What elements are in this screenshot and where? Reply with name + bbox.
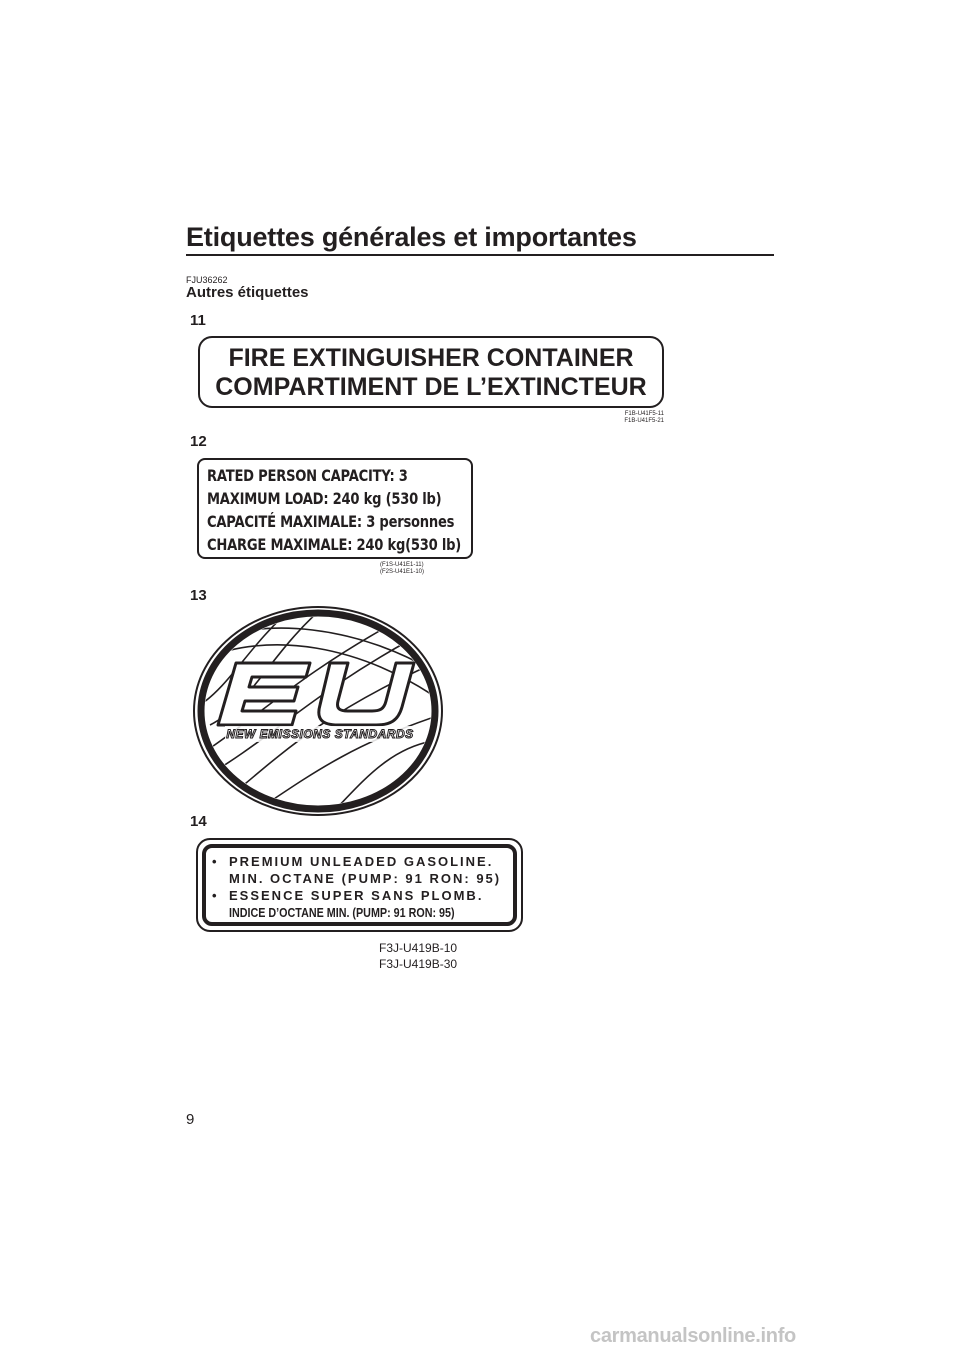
label-13-eu-emissions-logo <box>190 605 450 821</box>
logo-new-emissions-text: NEW EMISSIONS STANDARDS <box>226 727 414 741</box>
label-14-text <box>212 853 501 922</box>
page-number: 9 <box>186 1111 195 1128</box>
title-rule <box>186 254 774 256</box>
label-11-codes <box>600 411 664 425</box>
bullet-1: • <box>212 854 219 869</box>
label-12-line-1: RATED PERSON CAPACITY: 3 <box>207 466 408 485</box>
page-title: Etiquettes générales et importantes <box>186 222 637 252</box>
label-14-code-1: F3J-U419B-10 <box>379 941 458 955</box>
label-13-number: 13 <box>190 587 207 604</box>
label-11-line-1: FIRE EXTINGUISHER CONTAINER <box>228 344 634 372</box>
watermark: carmanualsonline.info <box>590 1325 796 1347</box>
section-title: Autres étiquettes <box>186 284 309 301</box>
logo-eu-text: EU <box>317 702 319 703</box>
label-12-codes <box>380 562 450 576</box>
label-11-code-2: F1B-U41F5-21 <box>624 418 664 424</box>
label-14-line-1: • PREMIUM UNLEADED GASOLINE. <box>212 854 494 869</box>
label-11-code-1: F1B-U41F5-11 <box>624 411 664 417</box>
label-12-line-3: CAPACITÉ MAXIMALE: 3 personnes <box>207 512 455 531</box>
label-14-number: 14 <box>190 813 207 830</box>
label-12-line-4: CHARGE MAXIMALE: 240 kg(530 lb) <box>207 535 462 554</box>
label-11-line-2: COMPARTIMENT DE L’EXTINCTEUR <box>215 373 647 401</box>
label-14-code-2: F3J-U419B-30 <box>379 957 458 971</box>
bullet-2: • <box>212 888 219 903</box>
label-12-code-1: (F1S-U41E1-11) <box>380 562 424 568</box>
logo-eu-letters <box>218 663 414 725</box>
label-12-code-2: (F2S-U41E1-10) <box>380 569 425 575</box>
label-14-line-2: MIN. OCTANE (PUMP: 91 RON: 95) <box>229 871 502 886</box>
label-12-number: 12 <box>190 433 207 450</box>
label-12-capacity <box>197 458 473 559</box>
label-14-codes <box>379 940 457 972</box>
label-11-fire-extinguisher <box>198 336 664 408</box>
label-14-line-3: • ESSENCE SUPER SANS PLOMB. <box>212 888 484 903</box>
section-code: FJU36262 <box>186 275 228 285</box>
label-12-line-2: MAXIMUM LOAD: 240 kg (530 lb) <box>207 489 442 508</box>
label-14-line-4: INDICE D’OCTANE MIN. (PUMP: 91 RON: 95) <box>229 906 455 920</box>
label-11-number: 11 <box>190 312 206 329</box>
